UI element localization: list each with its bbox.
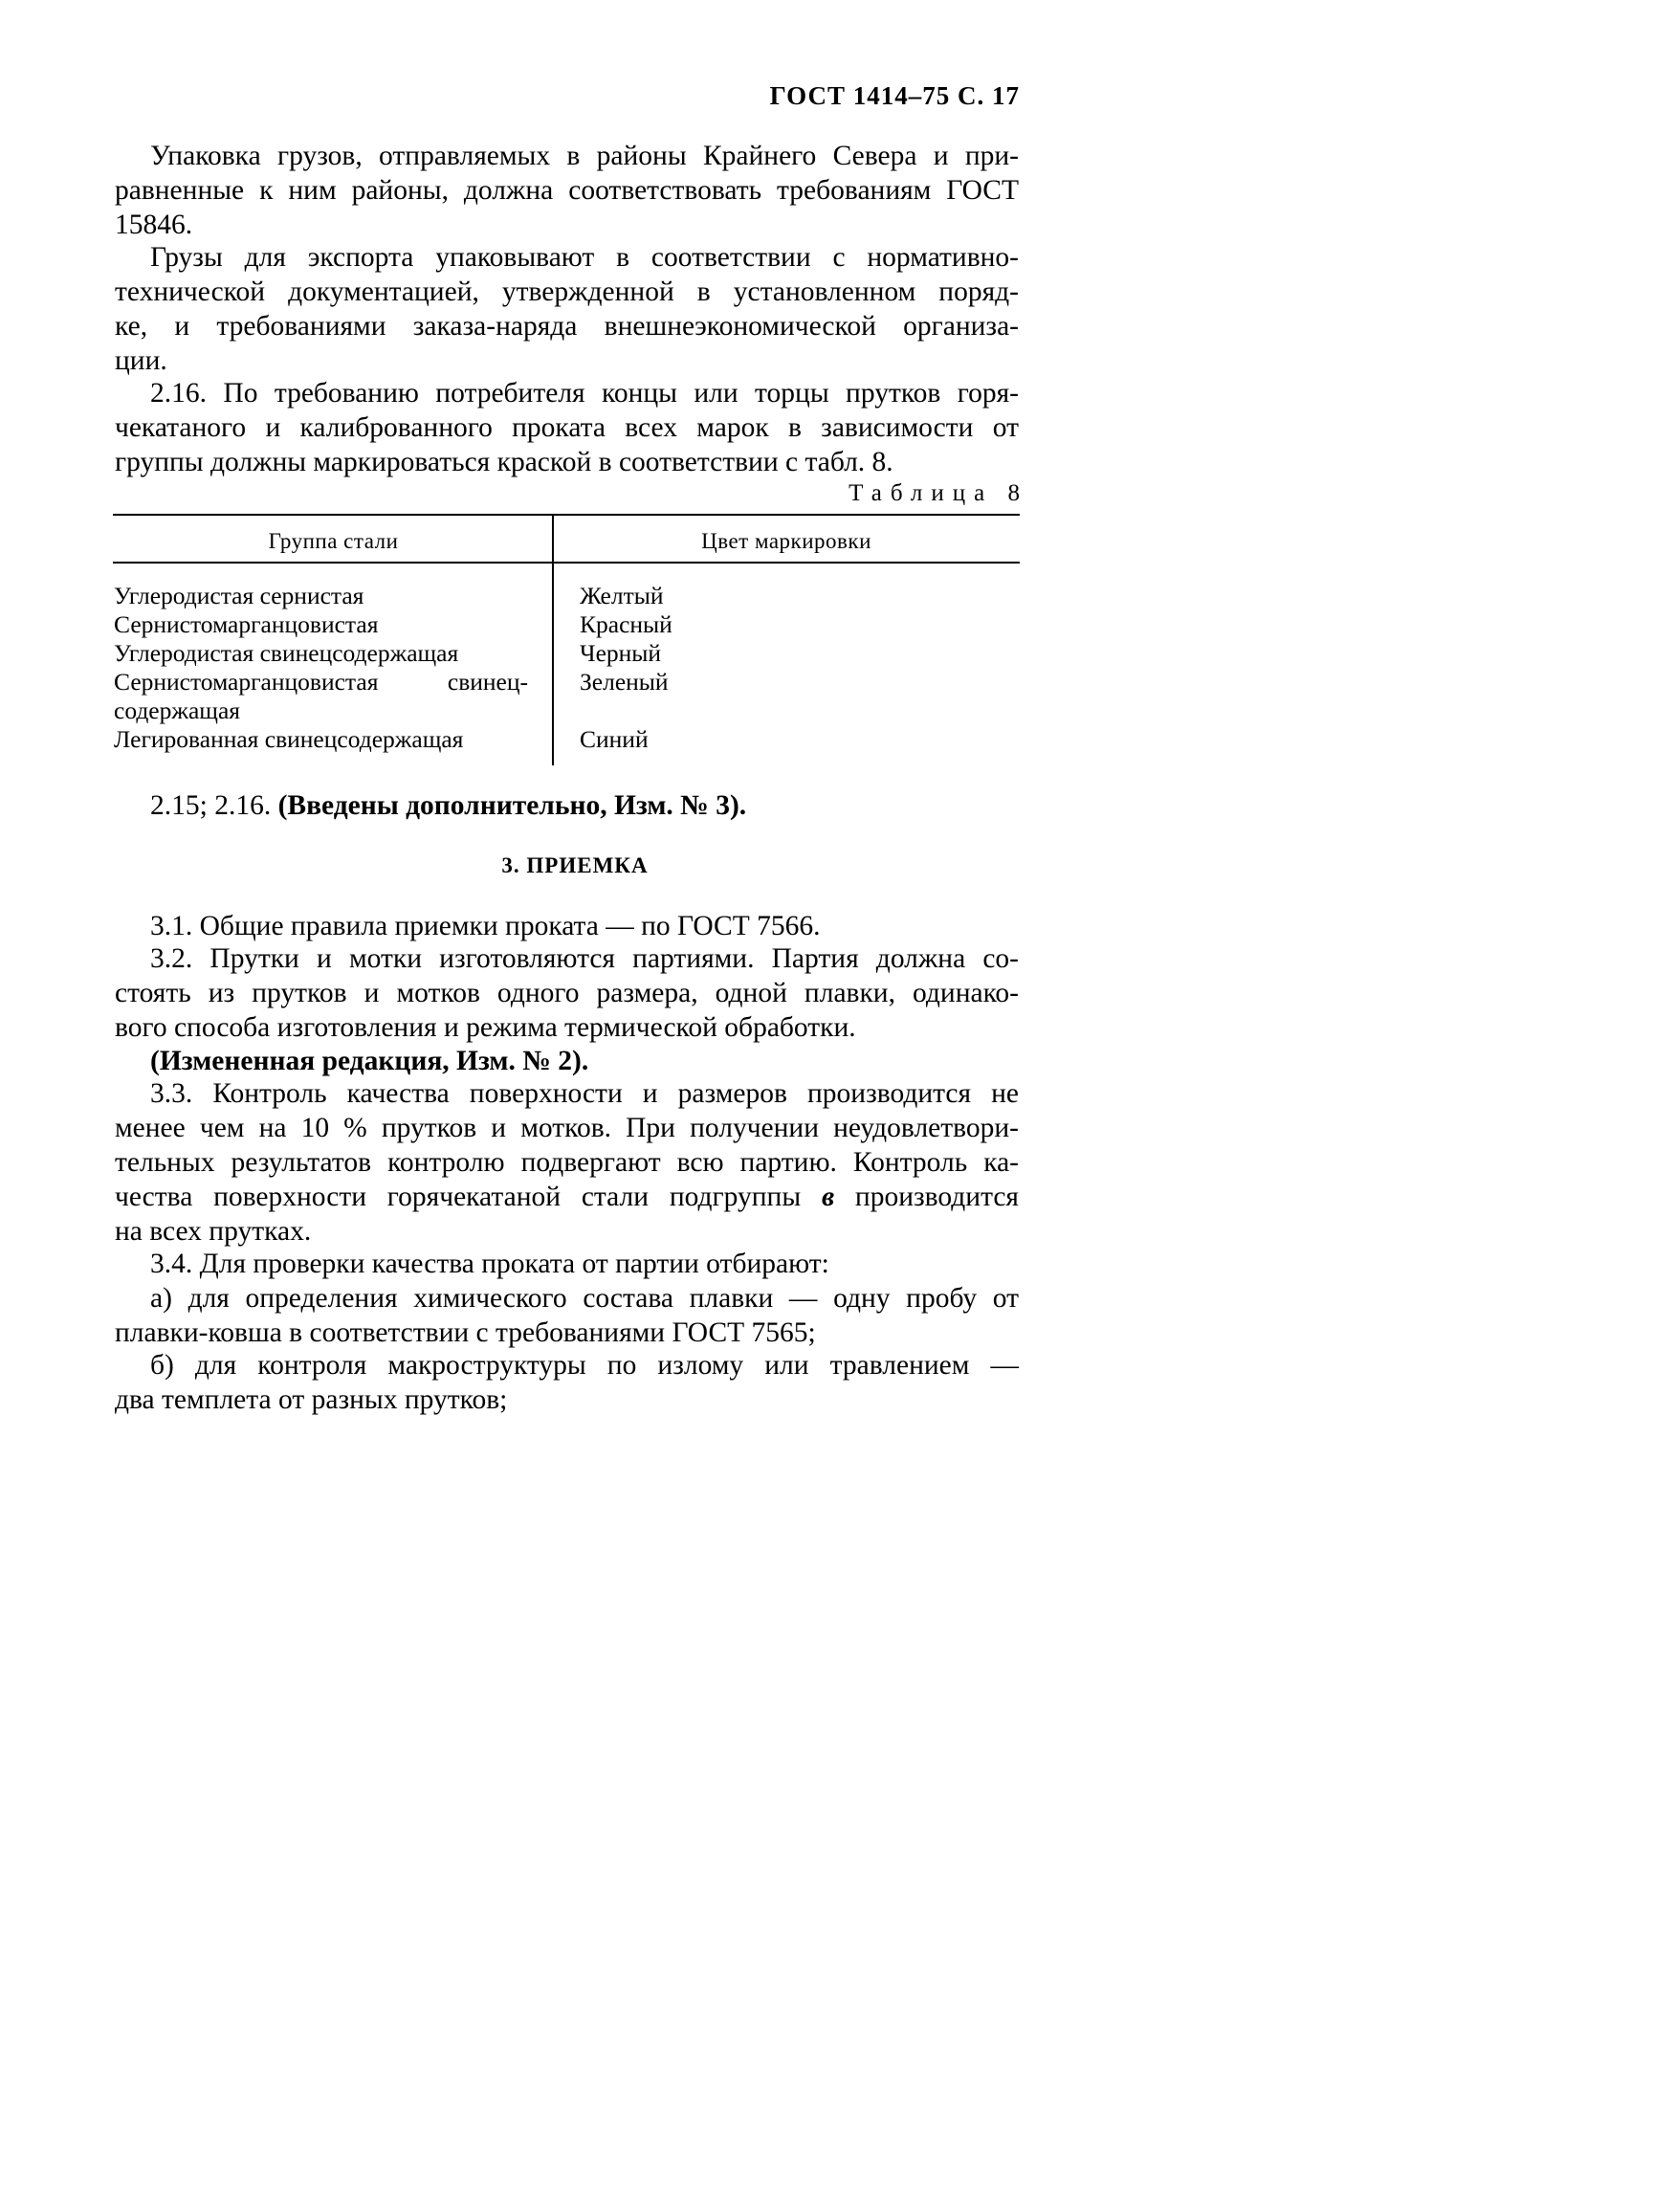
text-line: 3.2. Прутки и мотки изготовляются партиями. Партия должна со- <box>150 943 1019 974</box>
text-line: равненные к ним районы, должна соответствовать требованиям ГОСТ <box>115 175 1019 206</box>
table-cell-group: Углеродистая сернистая <box>114 582 364 609</box>
text-line: ке, и требованиями заказа-наряда внешнеэкономической организа- <box>115 311 1019 342</box>
clause-3-1: 3.1. Общие правила приемки проката — по ГОСТ 7566. <box>150 911 821 941</box>
text-line: 3.4. Для проверки качества проката от партии отбирают: <box>150 1249 829 1279</box>
table-cell-color: Красный <box>580 610 672 638</box>
text-line: ции. <box>115 345 167 376</box>
table-cell-group: Сернистомарганцовистая свинец- <box>114 668 528 696</box>
page-header: ГОСТ 1414–75 С. 17 <box>769 81 1020 110</box>
list-item-a: а) для определения химического состава плавки — одну пробу от <box>150 1283 1019 1314</box>
table-cell-color: Зеленый <box>580 668 669 696</box>
list-item-b-continued: два темплета от разных прутков; <box>115 1384 508 1415</box>
text-line: 3.3. Контроль качества поверхности и размеров производится не <box>150 1078 1019 1109</box>
text-line: Грузы для экспорта упаковывают в соответствии с нормативно- <box>150 242 1019 273</box>
text-line: менее чем на 10 % прутков и мотков. При получении неудовлетвори- <box>115 1113 1019 1143</box>
text-line: 15846. <box>115 210 193 240</box>
table-caption: Таблица 8 <box>849 480 1028 506</box>
table-cell-group: Сернистомарганцовистая <box>114 610 379 638</box>
text-line <box>115 1180 1019 1214</box>
table-header-marking-color: Цвет маркировки <box>701 529 871 553</box>
text-line: стоять из прутков и мотков одного размера, одной плавки, одинако- <box>115 978 1019 1008</box>
amendment-note-2: (Измененная редакция, Изм. № 2). <box>150 1046 589 1076</box>
text-line: вого способа изготовления и режима термической обработки. <box>115 1012 856 1043</box>
table-cell-group: Легированная свинецсодержащая <box>114 725 464 753</box>
text-line: Упаковка грузов, отправляемых в районы Крайнего Севера и при- <box>150 141 1019 171</box>
text-line: чекатаного и калиброванного проката всех марок в зависимости от <box>115 412 1019 443</box>
table-header-steel-group: Группа стали <box>268 529 399 553</box>
amendment-note-3 <box>150 788 1019 823</box>
list-item-b: б) для контроля макроструктуры по излому или травлением — <box>150 1350 1019 1381</box>
table-cell-group: содержащая <box>114 697 240 724</box>
table-cell-color: Черный <box>580 639 662 667</box>
text-run: чества поверхности горячекатаной стали подгруппы <box>115 1182 822 1212</box>
table-header-rule <box>113 562 1020 564</box>
text-run: производится <box>834 1182 1019 1212</box>
table-top-rule <box>113 514 1020 516</box>
text-line: 2.16. По требованию потребителя концы или торцы прутков горя- <box>150 378 1019 409</box>
text-line: тельных результатов контролю подвергают всю партию. Контроль ка- <box>115 1147 1019 1178</box>
table-cell-color: Синий <box>580 725 649 753</box>
amendment-text: (Введены дополнительно, Изм. № 3). <box>277 790 747 821</box>
table-cell-group: Углеродистая свинецсодержащая <box>114 639 459 667</box>
table-cell-color: Желтый <box>580 582 664 609</box>
text-line: технической документацией, утвержденной в установленном поряд- <box>115 276 1019 307</box>
list-item-a-continued: плавки-ковша в соответствии с требованиями ГОСТ 7565; <box>115 1317 816 1348</box>
section-title: 3. ПРИЕМКА <box>501 853 649 877</box>
amendment-clauses: 2.15; 2.16. <box>150 790 278 821</box>
text-line: группы должны маркироваться краской в соответствии с табл. 8. <box>115 447 893 477</box>
subgroup-letter: в <box>821 1182 835 1212</box>
text-line: на всех прутках. <box>115 1216 312 1247</box>
